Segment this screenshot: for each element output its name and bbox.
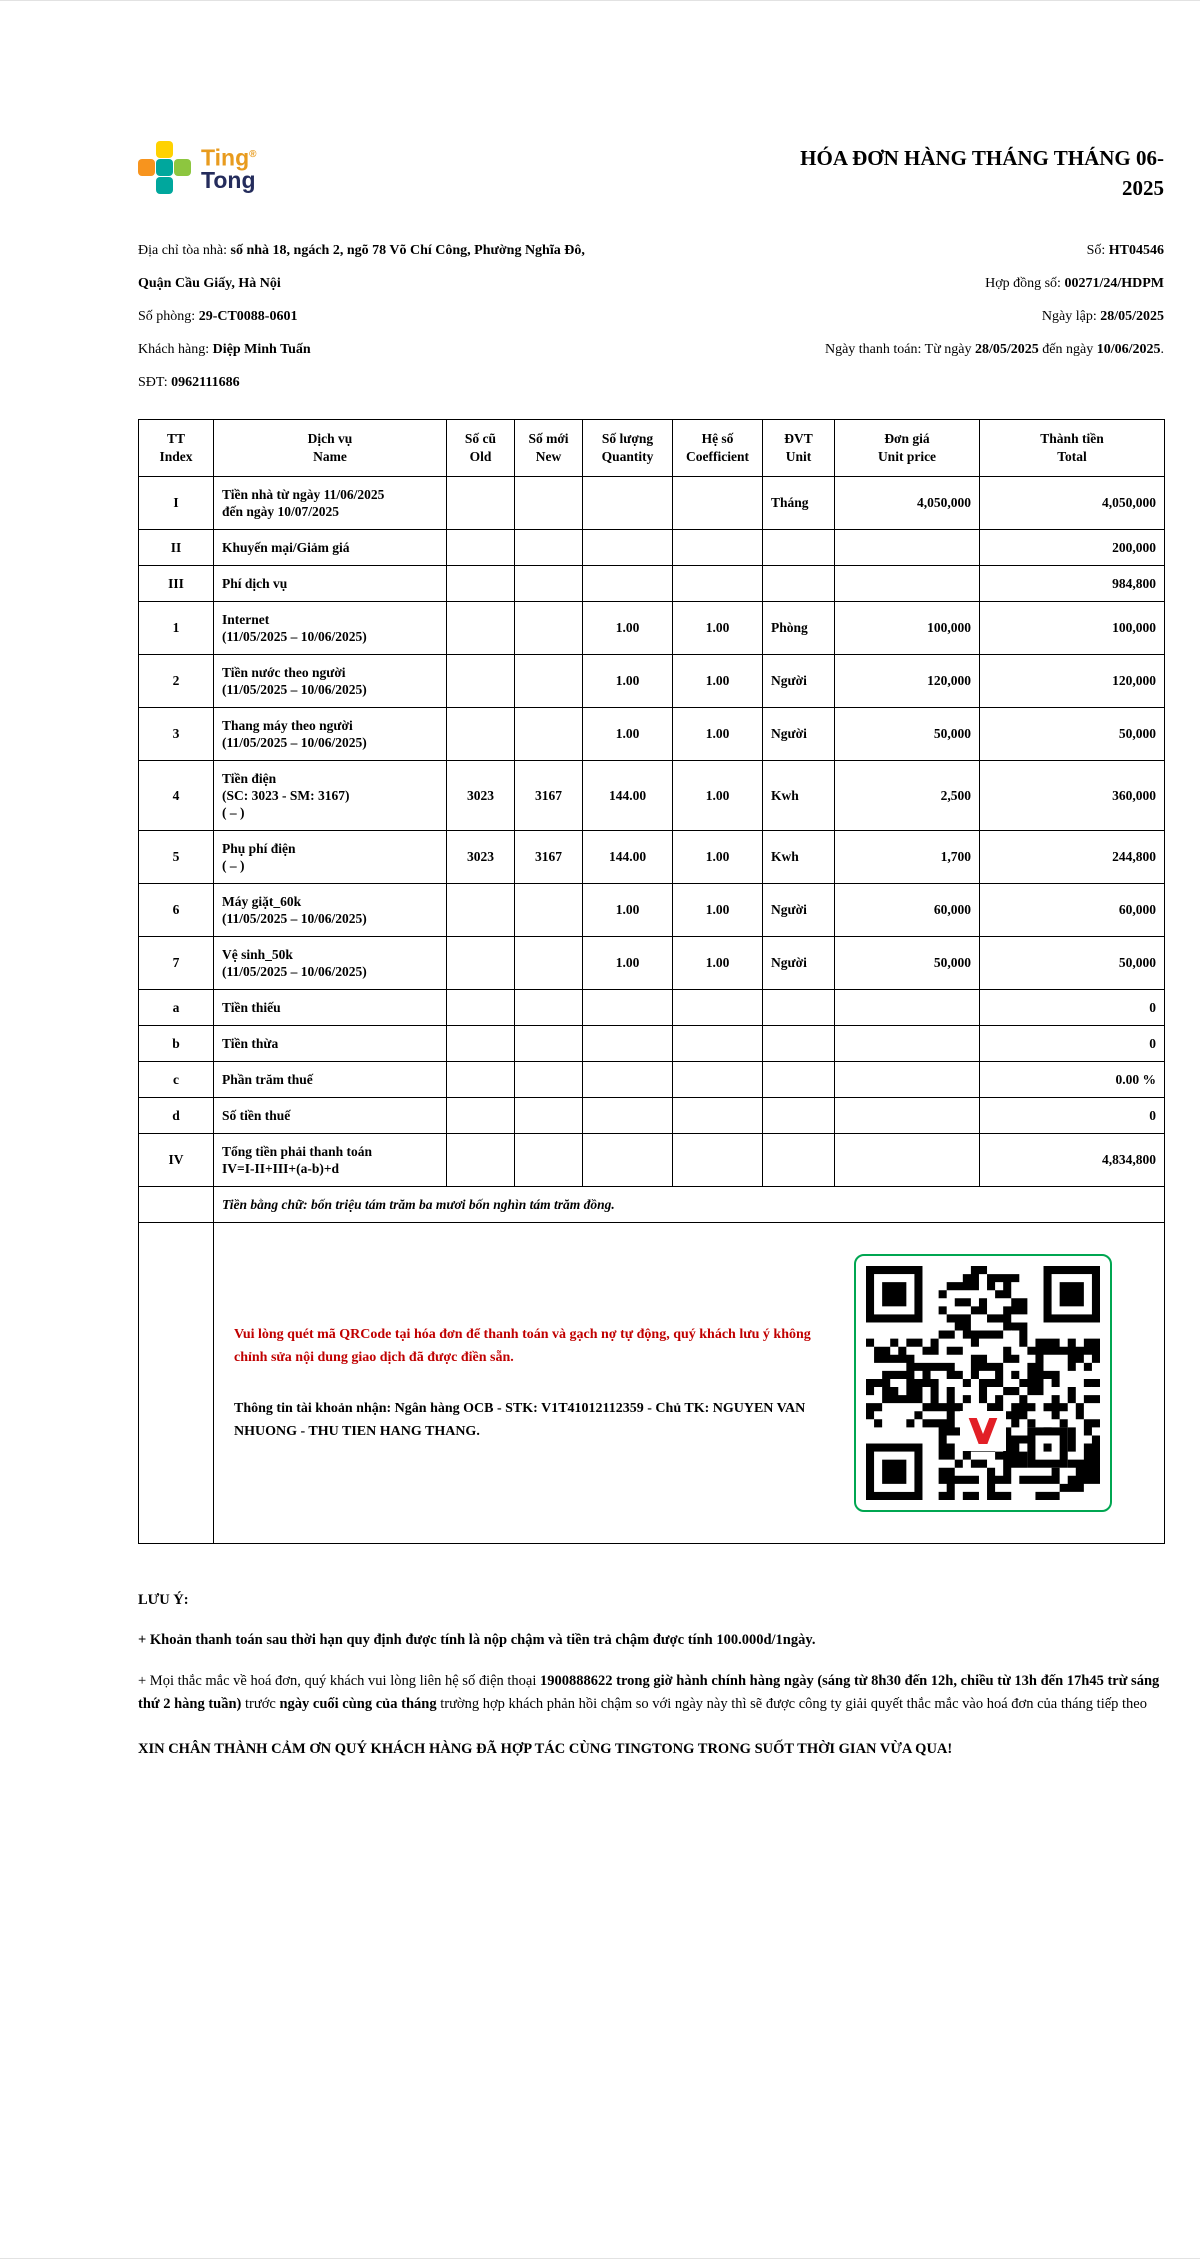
issue-date: Ngày lập: 28/05/2025 <box>1041 308 1164 324</box>
cell-name: Phần trăm thuế <box>214 1061 447 1097</box>
column-header: Số mới New <box>515 419 583 476</box>
table-row <box>139 565 1165 601</box>
table-row <box>139 760 1165 830</box>
cell-qty: 144.00 <box>583 760 673 830</box>
column-header: Số lượng Quantity <box>583 419 673 476</box>
cell-new: 3167 <box>515 830 583 883</box>
cell-total: 4,050,000 <box>980 476 1165 529</box>
cell-total: 360,000 <box>980 760 1165 830</box>
cell-old <box>447 1097 515 1133</box>
cell-qty <box>583 476 673 529</box>
registered-mark: ® <box>249 148 257 160</box>
cell-coef: 1.00 <box>673 883 763 936</box>
cell-old <box>447 654 515 707</box>
cell-price: 100,000 <box>835 601 980 654</box>
cell-coef <box>673 1097 763 1133</box>
cell-total: 984,800 <box>980 565 1165 601</box>
cell-unit <box>763 1097 835 1133</box>
table-row <box>139 476 1165 529</box>
cell-coef: 1.00 <box>673 936 763 989</box>
room-number: Số phòng: 29-CT0088-0601 <box>138 308 298 324</box>
cell-qty: 1.00 <box>583 883 673 936</box>
cell-price: 50,000 <box>835 707 980 760</box>
payment-section <box>222 1232 1156 1534</box>
cell-price: 2,500 <box>835 760 980 830</box>
info-left <box>138 234 596 399</box>
table-row <box>139 989 1165 1025</box>
payment-text <box>228 1323 828 1443</box>
cell-name: Máy giặt_60k (11/05/2025 – 10/06/2025) <box>214 883 447 936</box>
cell-coef <box>673 1061 763 1097</box>
cell-idx: II <box>139 529 214 565</box>
cell-qty: 1.00 <box>583 601 673 654</box>
cell-new <box>515 707 583 760</box>
cell-name: Thang máy theo người (11/05/2025 – 10/06/2025) <box>214 707 447 760</box>
cell-total: 4,834,800 <box>980 1133 1165 1186</box>
qr-instruction-text: Vui lòng quét mã QRCode tại hóa đơn để thanh toán và gạch nợ tự động, quý khách lưu ý không chỉnh sửa nội dung giao dịch đã được điền sẵn. <box>234 1326 811 1365</box>
cell-coef <box>673 1025 763 1061</box>
table-row <box>139 936 1165 989</box>
invoice-title-line1: HÓA ĐƠN HÀNG THÁNG THÁNG 06- <box>800 146 1164 170</box>
cell-total: 244,800 <box>980 830 1165 883</box>
cell-old <box>447 936 515 989</box>
cell-price: 120,000 <box>835 654 980 707</box>
cell-new <box>515 1097 583 1133</box>
amount-in-words: Tiền bằng chữ: bốn triệu tám trăm ba mươi bốn nghìn tám trăm đồng. <box>214 1186 1165 1222</box>
table-row <box>139 883 1165 936</box>
cell-unit: Người <box>763 707 835 760</box>
cell-name: Tiền thiếu <box>214 989 447 1025</box>
cell-idx: 1 <box>139 601 214 654</box>
cell-qty: 1.00 <box>583 654 673 707</box>
cell-coef <box>673 1133 763 1186</box>
column-header: Đơn giá Unit price <box>835 419 980 476</box>
header <box>138 141 1164 204</box>
building-address: Địa chỉ tòa nhà: số nhà 18, ngách 2, ngõ 78 Võ Chí Công, Phường Nghĩa Đô, Quận Cầu Giấy, Hà Nội <box>138 242 585 291</box>
column-header: Thành tiền Total <box>980 419 1165 476</box>
cell-old <box>447 1133 515 1186</box>
contract-number: Hợp đồng số: 00271/24/HDPM <box>985 275 1164 291</box>
table-row <box>139 1097 1165 1133</box>
column-header: Dịch vụ Name <box>214 419 447 476</box>
info-right <box>596 234 1164 399</box>
cell-unit <box>763 1133 835 1186</box>
invoice-info <box>138 234 1164 399</box>
cell-price <box>835 1133 980 1186</box>
cell-total: 0 <box>980 1097 1165 1133</box>
thank-you-note: XIN CHÂN THÀNH CẢM ƠN QUÝ KHÁCH HÀNG ĐÃ HỢP TÁC CÙNG TINGTONG TRONG SUỐT THỜI GIAN VỪA QUA! <box>138 1741 953 1758</box>
cell-idx: c <box>139 1061 214 1097</box>
cell-idx: 2 <box>139 654 214 707</box>
cell-old <box>447 565 515 601</box>
table-row <box>139 1061 1165 1097</box>
cell-price <box>835 1025 980 1061</box>
cell-price: 60,000 <box>835 883 980 936</box>
tingtong-logo <box>138 141 257 194</box>
cell-idx: 3 <box>139 707 214 760</box>
cell-price <box>835 989 980 1025</box>
cell-total: 50,000 <box>980 707 1165 760</box>
cell-old <box>447 883 515 936</box>
cell-unit <box>763 565 835 601</box>
cell-new <box>515 565 583 601</box>
cell-unit: Kwh <box>763 830 835 883</box>
cell-total: 120,000 <box>980 654 1165 707</box>
cell-unit <box>763 1025 835 1061</box>
cell-name: Phí dịch vụ <box>214 565 447 601</box>
table-row <box>139 654 1165 707</box>
cell-idx: I <box>139 476 214 529</box>
cell-coef: 1.00 <box>673 830 763 883</box>
late-payment-note: + Khoản thanh toán sau thời hạn quy định được tính là nộp chậm và tiền trả chậm được tính 100.000d/1ngày. <box>138 1631 816 1648</box>
cell-new <box>515 1061 583 1097</box>
cell-price <box>835 1061 980 1097</box>
cell-coef <box>673 989 763 1025</box>
cell-idx: a <box>139 989 214 1025</box>
cell-name: Tiền thừa <box>214 1025 447 1061</box>
cell-name: Khuyến mại/Giảm giá <box>214 529 447 565</box>
cell-old: 3023 <box>447 760 515 830</box>
cell-name: Vệ sinh_50k (11/05/2025 – 10/06/2025) <box>214 936 447 989</box>
cell-unit: Phòng <box>763 601 835 654</box>
cell-coef <box>673 529 763 565</box>
cell-new <box>515 1133 583 1186</box>
table-row <box>139 529 1165 565</box>
cell-price: 1,700 <box>835 830 980 883</box>
cell-qty <box>583 565 673 601</box>
column-header: Hệ số Coefficient <box>673 419 763 476</box>
cell-new <box>515 1025 583 1061</box>
cell-unit: Người <box>763 654 835 707</box>
invoice-number: Số: HT04546 <box>1086 242 1164 258</box>
cell-qty: 1.00 <box>583 936 673 989</box>
invoice-title <box>734 141 1164 204</box>
cell-qty: 1.00 <box>583 707 673 760</box>
empty-index-cell <box>139 1186 214 1222</box>
cell-coef: 1.00 <box>673 707 763 760</box>
notes-title: LƯU Ý: <box>138 1591 189 1608</box>
cell-qty <box>583 1133 673 1186</box>
cell-total: 0 <box>980 989 1165 1025</box>
cell-old <box>447 529 515 565</box>
table-row <box>139 1133 1165 1186</box>
tingtong-plus-icon <box>138 141 191 194</box>
cell-coef <box>673 565 763 601</box>
cell-name: Tiền nhà từ ngày 11/06/2025 đến ngày 10/07/2025 <box>214 476 447 529</box>
cell-qty <box>583 529 673 565</box>
cell-total: 50,000 <box>980 936 1165 989</box>
qr-code <box>854 1254 1112 1512</box>
table-row <box>139 707 1165 760</box>
cell-name: Tiền nước theo người (11/05/2025 – 10/06/2025) <box>214 654 447 707</box>
payment-qr-row <box>139 1222 1165 1543</box>
cell-idx: d <box>139 1097 214 1133</box>
cell-old <box>447 1061 515 1097</box>
cell-idx: III <box>139 565 214 601</box>
cell-price <box>835 1097 980 1133</box>
cell-old <box>447 1025 515 1061</box>
cell-unit <box>763 989 835 1025</box>
bank-account-info: Thông tin tài khoản nhận: Ngân hàng OCB - STK: V1T41012112359 - Chủ TK: NGUYEN VAN NHUONG - THU TIEN HANG THANG. <box>234 1400 806 1439</box>
cell-qty: 144.00 <box>583 830 673 883</box>
cell-idx: 5 <box>139 830 214 883</box>
cell-unit: Người <box>763 936 835 989</box>
invoice-table <box>138 419 1165 1544</box>
cell-qty <box>583 989 673 1025</box>
cell-name: Internet (11/05/2025 – 10/06/2025) <box>214 601 447 654</box>
cell-idx: 7 <box>139 936 214 989</box>
cell-qty <box>583 1025 673 1061</box>
cell-price <box>835 529 980 565</box>
cell-name: Phụ phí điện ( – ) <box>214 830 447 883</box>
cell-new: 3167 <box>515 760 583 830</box>
footer-notes <box>138 1592 1164 1762</box>
cell-idx: b <box>139 1025 214 1061</box>
cell-old: 3023 <box>447 830 515 883</box>
table-row <box>139 830 1165 883</box>
cell-idx: IV <box>139 1133 214 1186</box>
cell-total: 200,000 <box>980 529 1165 565</box>
cell-coef: 1.00 <box>673 760 763 830</box>
empty-index-cell <box>139 1222 214 1543</box>
cell-new <box>515 654 583 707</box>
column-header: ĐVT Unit <box>763 419 835 476</box>
cell-coef <box>673 476 763 529</box>
table-row <box>139 1025 1165 1061</box>
cell-coef: 1.00 <box>673 654 763 707</box>
cell-total: 60,000 <box>980 883 1165 936</box>
cell-name: Tiền điện (SC: 3023 - SM: 3167) ( – ) <box>214 760 447 830</box>
tingtong-logo-text <box>201 143 257 193</box>
cell-unit: Tháng <box>763 476 835 529</box>
cell-price: 4,050,000 <box>835 476 980 529</box>
cell-old <box>447 601 515 654</box>
column-header: Số cũ Old <box>447 419 515 476</box>
table-header-row <box>139 419 1165 476</box>
cell-price <box>835 565 980 601</box>
cell-unit: Người <box>763 883 835 936</box>
qr-code-pattern <box>866 1266 1100 1500</box>
customer-name: Khách hàng: Diệp Minh Tuấn <box>138 341 311 357</box>
cell-new <box>515 989 583 1025</box>
customer-phone: SĐT: 0962111686 <box>138 374 240 390</box>
cell-new <box>515 529 583 565</box>
cell-unit <box>763 529 835 565</box>
payment-period: Ngày thanh toán: Từ ngày 28/05/2025 đến ngày 10/06/2025. <box>824 341 1164 357</box>
cell-qty <box>583 1097 673 1133</box>
cell-qty <box>583 1061 673 1097</box>
cell-new <box>515 476 583 529</box>
cell-total: 100,000 <box>980 601 1165 654</box>
logo-ting: Ting <box>201 144 250 171</box>
cell-total: 0.00 % <box>980 1061 1165 1097</box>
cell-name: Tổng tiền phải thanh toán IV=I-II+III+(a-b)+d <box>214 1133 447 1186</box>
invoice-title-line2: 2025 <box>1122 176 1164 201</box>
logo-tong: Tong <box>201 167 256 194</box>
cell-price: 50,000 <box>835 936 980 989</box>
cell-new <box>515 936 583 989</box>
cell-coef: 1.00 <box>673 601 763 654</box>
column-header: TT Index <box>139 419 214 476</box>
cell-unit <box>763 1061 835 1097</box>
cell-idx: 4 <box>139 760 214 830</box>
cell-unit: Kwh <box>763 760 835 830</box>
cell-idx: 6 <box>139 883 214 936</box>
cell-old <box>447 707 515 760</box>
table-row <box>139 601 1165 654</box>
cell-total: 0 <box>980 1025 1165 1061</box>
cell-new <box>515 883 583 936</box>
cell-new <box>515 601 583 654</box>
qr-center-logo-icon <box>960 1411 1006 1451</box>
amount-in-words-row <box>139 1186 1165 1222</box>
cell-old <box>447 476 515 529</box>
hotline-note: + Mọi thắc mắc về hoá đơn, quý khách vui lòng liên hệ số điện thoại 1900888622 trong giờ hành chính hàng ngày (sáng từ 8h30 đến 12h, chiều từ 13h đến 17h45 trừ sáng thứ 2 hàng tuần) trước ngày cuối cùng của tháng trường hợp khách phản hồi chậm so với ngày này thì sẽ được công ty giải quyết thắc mắc vào hoá đơn của tháng tiếp theo <box>138 1673 1160 1713</box>
cell-name: Số tiền thuế <box>214 1097 447 1133</box>
cell-old <box>447 989 515 1025</box>
